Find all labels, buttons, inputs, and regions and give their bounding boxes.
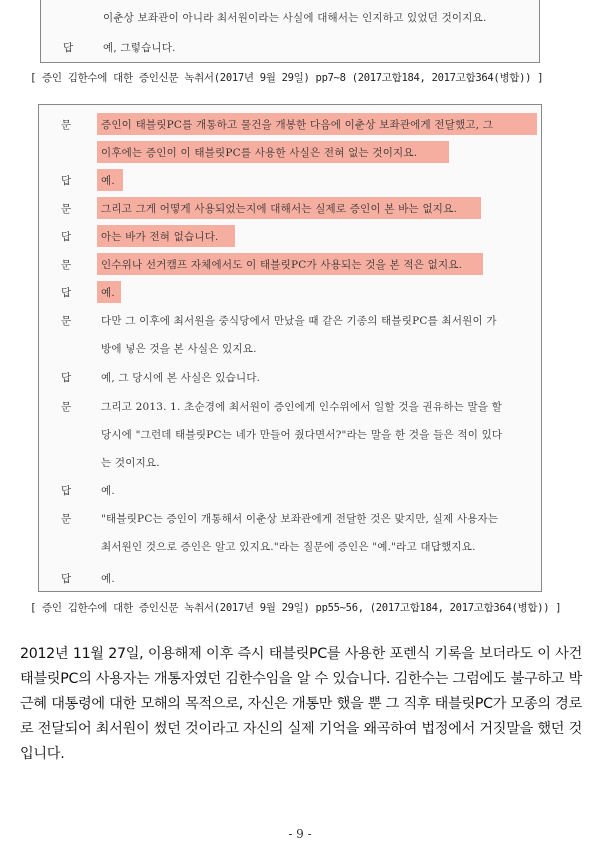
transcript-line: 최서원인 것으로 증인은 알고 있지요."라는 질문에 증인은 "예."라고 대답했지요. — [101, 541, 476, 553]
transcript-line: "태블릿PC는 증인이 개통해서 이춘상 보좌관에게 전달한 것은 맞지만, 실제 사용자는 — [101, 513, 499, 525]
answer-label: 답 — [63, 42, 74, 54]
transcript-line: 다만 그 이후에 최서원을 중식당에서 만났을 때 같은 기종의 태블릿PC를 최서원이 가 — [101, 315, 497, 327]
transcript-line: 당시에 "그런데 태블릿PC는 네가 만들어 줬다면서?"라는 말을 한 것을 들은 적이 있다 — [101, 429, 503, 441]
answer-label: 답 — [61, 175, 72, 187]
transcript-line: 예. — [101, 573, 115, 585]
question-label: 문 — [61, 401, 72, 413]
transcript-line: 예. — [101, 287, 115, 299]
answer-label: 답 — [61, 372, 72, 384]
transcript-line: 예. — [101, 175, 115, 187]
transcript-line: 는 것이지요. — [101, 457, 160, 469]
transcript-line: 그리고 그게 어떻게 사용되었는지에 대해서는 실제로 증인이 본 바는 없지요. — [101, 203, 458, 215]
caption-2: [ 증인 김한수에 대한 증인신문 녹취서(2017년 9월 29일) pp55~56, (2017고합184, 2017고합364(병합)) ] — [30, 602, 562, 614]
transcript-excerpt-2 — [38, 104, 542, 592]
question-label: 문 — [61, 513, 72, 525]
transcript-line: 인수위나 선거캠프 자체에서도 이 태블릿PC가 사용되는 것을 본 적은 없지요. — [101, 259, 463, 271]
question-label: 문 — [61, 203, 72, 215]
answer-label: 답 — [61, 287, 72, 299]
answer-label: 답 — [61, 231, 72, 243]
caption-1: [ 증인 김한수에 대한 증인신문 녹취서(2017년 9월 29일) pp7~8 (2017고합184, 2017고합364(병합)) ] — [30, 72, 544, 84]
transcript-line: 이후에는 증인이 이 태블릿PC를 사용한 사실은 전혀 없는 것이지요. — [101, 147, 418, 159]
page-number: - 9 - — [288, 827, 312, 841]
body-paragraph: 2012년 11월 27일, 이용해제 이후 즉시 태블릿PC를 사용한 포렌식 기록을 보더라도 이 사건 태블릿PC의 사용자는 개통자였던 김한수임을 알 수 있습니다. 김한수는 그럼에도 불구하고 박근혜 대통령에 대한 모해의 목적으로, 자신은 개통만 했을 뿐 그 직후 태블릿PC가 모종의 경로로 전달되어 최서원이 썼던 것이라고 자신의 실제 기억을 왜곡하여 법정에서 거짓말을 했던 것입니다. — [20, 646, 582, 762]
transcript-line: 예. — [101, 485, 115, 497]
question-label: 문 — [61, 119, 72, 131]
question-label: 문 — [61, 315, 72, 327]
transcript-line: 그리고 2013. 1. 초순경에 최서원이 증인에게 인수위에서 일할 것을 권유하는 말을 할 — [101, 401, 503, 413]
transcript-line: 예, 그렇습니다. — [103, 42, 176, 54]
answer-label: 답 — [61, 485, 72, 497]
transcript-line: 아는 바가 전혀 없습니다. — [101, 231, 219, 243]
transcript-line: 이춘상 보좌관이 아니라 최서원이라는 사실에 대해서는 인지하고 있었던 것이지요. — [103, 12, 487, 24]
transcript-excerpt-1 — [40, 0, 540, 63]
transcript-line: 방에 넣은 것을 본 사실은 있지요. — [101, 343, 257, 355]
transcript-line: 증인이 태블릿PC를 개통하고 물건을 개봉한 다음에 이춘상 보좌관에게 전달했고, 그 — [101, 119, 494, 131]
transcript-line: 예, 그 당시에 본 사실은 있습니다. — [101, 372, 261, 384]
question-label: 문 — [61, 259, 72, 271]
answer-label: 답 — [61, 573, 72, 585]
